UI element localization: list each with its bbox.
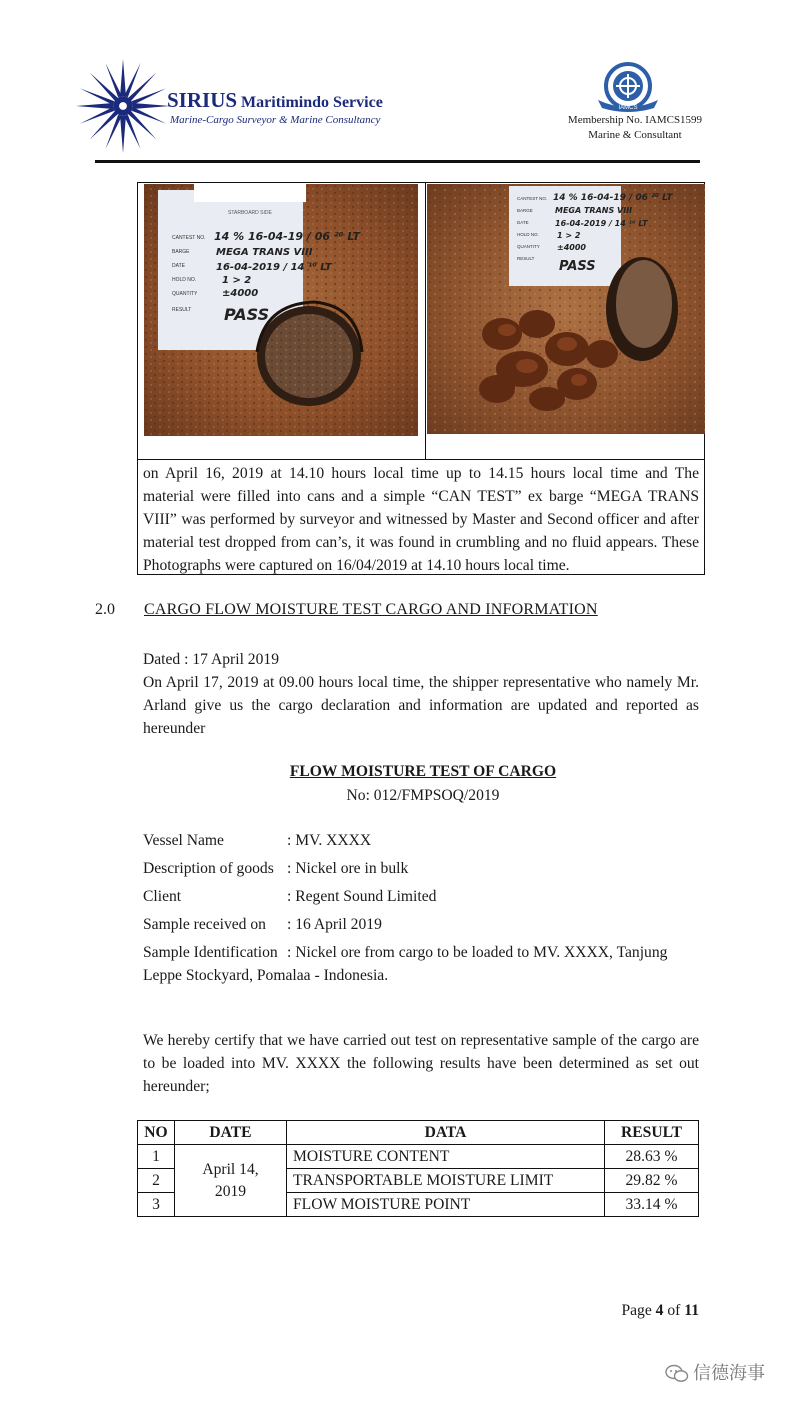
company-tagline: Marine-Cargo Surveyor & Marine Consultancy	[170, 114, 381, 126]
photo2-row-value: 14 % 16-04-19 / 06 ²⁰ LT	[553, 193, 673, 203]
photo1-row-value: PASS	[224, 305, 270, 324]
photo1-row-value: 1 > 2	[222, 275, 252, 286]
wechat-icon	[665, 1364, 689, 1384]
photo1-row-label: RESULT	[172, 307, 192, 313]
header-result: RESULT	[605, 1121, 699, 1145]
row-no: 2	[138, 1169, 175, 1193]
field-value-vessel-name: : MV. XXXX	[287, 832, 372, 849]
flow-moisture-number: No: 012/FMPSOQ/2019	[346, 787, 500, 804]
photo2-row-value: 16-04-2019 / 14 ¹⁰ LT	[555, 219, 648, 228]
results-header-row	[138, 1121, 699, 1145]
section-intro	[143, 648, 699, 740]
row-result: 28.63 %	[605, 1145, 699, 1169]
photo2-row-label: CANTEST NO.	[517, 196, 548, 201]
row-data: FLOW MOISTURE POINT	[287, 1193, 605, 1217]
photo-caption: on April 16, 2019 at 14.10 hours local time up to 14.15 hours local time and The material were filled into cans and a simple “CAN TEST” ex barge “MEGA TRANS VIII” was performed by surveyor and witnessed by Master and Second officer and after material test dropped from can’s, it was found in crumbling and no fluid appears. These Photographs were captured on 16/04/2019 at 14.10 hours local time.	[143, 465, 699, 574]
row-data: TRANSPORTABLE MOISTURE LIMIT	[287, 1169, 605, 1193]
row-data: MOISTURE CONTENT	[287, 1145, 605, 1169]
field-label-vessel-name: Vessel Name	[143, 832, 224, 849]
photo1-row-value: ±4000	[222, 288, 259, 299]
photo1-row-value: MEGA TRANS VIII	[216, 247, 313, 258]
field-value-client: : Regent Sound Limited	[287, 888, 437, 905]
photo2-row-label: HOLD NO.	[517, 232, 539, 237]
brand-rest: Maritimindo Service	[237, 94, 383, 111]
header-date: DATE	[175, 1121, 287, 1145]
field-value-description: : Nickel ore in bulk	[287, 860, 409, 877]
flow-moisture-title: FLOW MOISTURE TEST OF CARGO	[289, 763, 557, 780]
watermark	[665, 1359, 765, 1385]
header-no: NO	[138, 1121, 175, 1145]
photo1-row-label: CANTEST NO.	[172, 235, 206, 241]
field-label-sample-received: Sample received on	[143, 916, 266, 933]
section-title: CARGO FLOW MOISTURE TEST CARGO AND INFORMATION	[144, 601, 598, 618]
photo1-row-label: QUANTITY	[172, 291, 198, 297]
photo2-row-label: BARGE	[517, 208, 533, 213]
photo2-row-value: PASS	[559, 259, 596, 274]
photo2-row-value: ±4000	[557, 243, 586, 252]
photo1-row-label: BARGE	[172, 249, 190, 255]
section-number: 2.0	[95, 601, 115, 618]
photo1-row-label: DATE	[172, 263, 185, 269]
row-no: 3	[138, 1193, 175, 1217]
photo2-row-label: QUANTITY	[517, 244, 540, 249]
photo1-row-value: 14 % 16-04-19 / 06 ²⁰ LT	[214, 230, 361, 243]
membership-number: Membership No. IAMCS1599	[567, 114, 703, 126]
row-result: 29.82 %	[605, 1169, 699, 1193]
iamcs-seal-logo	[580, 62, 676, 114]
membership-role: Marine & Consultant	[588, 129, 682, 141]
results-table	[137, 1120, 699, 1217]
header-data: DATA	[287, 1121, 605, 1145]
table-row	[138, 1145, 699, 1169]
certification-paragraph: We hereby certify that we have carried out test on representative sample of the cargo are to be loaded into MV. XXXX the following results have been determined as set out hereunder;	[143, 1032, 699, 1095]
photo2-row-value: 1 > 2	[557, 231, 581, 240]
row-result: 33.14 %	[605, 1193, 699, 1217]
page-prefix: Page	[621, 1302, 656, 1319]
photo2-row-value: MEGA TRANS VIII	[555, 206, 633, 215]
field-value-sample-identification: : Nickel ore from cargo to be loaded to MV. XXXX, Tanjung	[287, 944, 668, 961]
photo-table-row-divider	[137, 459, 705, 460]
row-date: April 14, 2019	[175, 1145, 287, 1217]
brand-sirius: SIRIUS	[167, 88, 238, 112]
page-of: of	[663, 1302, 685, 1319]
photo1-row-value: 16-04-2019 / 14 ¹⁰ LT	[216, 262, 332, 273]
field-label-description: Description of goods	[143, 860, 274, 877]
can-test-photo-1	[144, 184, 418, 436]
watermark-text: 信德海事	[693, 1363, 765, 1384]
page-total: 11	[684, 1302, 699, 1319]
field-value-sample-identification-cont: Leppe Stockyard, Pomalaa - Indonesia.	[143, 967, 389, 984]
dated-line: Dated : 17 April 2019	[143, 651, 279, 668]
can-test-photo-2	[427, 184, 705, 434]
field-label-client: Client	[143, 888, 182, 905]
photo1-card-title: STARBOARD SIDE	[228, 210, 272, 216]
page-number	[560, 1302, 699, 1320]
sirius-star-logo	[74, 56, 172, 156]
membership-block	[540, 113, 730, 143]
intro-paragraph: On April 17, 2019 at 09.00 hours local time, the shipper representative who namely Mr. Arland give us the cargo declaration and information are updated and reported as hereunder	[143, 674, 699, 737]
photo1-row-label: HOLD NO.	[172, 277, 197, 283]
page-current: 4	[655, 1302, 664, 1319]
photo2-row-label: DATE	[517, 220, 529, 225]
header-divider	[95, 160, 700, 163]
field-value-sample-received: : 16 April 2019	[287, 916, 382, 933]
company-name	[167, 88, 383, 113]
photo-table-divider	[425, 182, 426, 459]
seal-text: IAMCS	[618, 105, 638, 111]
row-no: 1	[138, 1145, 175, 1169]
field-label-sample-identification: Sample Identification	[143, 944, 278, 961]
photo2-row-label: RESULT	[517, 256, 535, 261]
